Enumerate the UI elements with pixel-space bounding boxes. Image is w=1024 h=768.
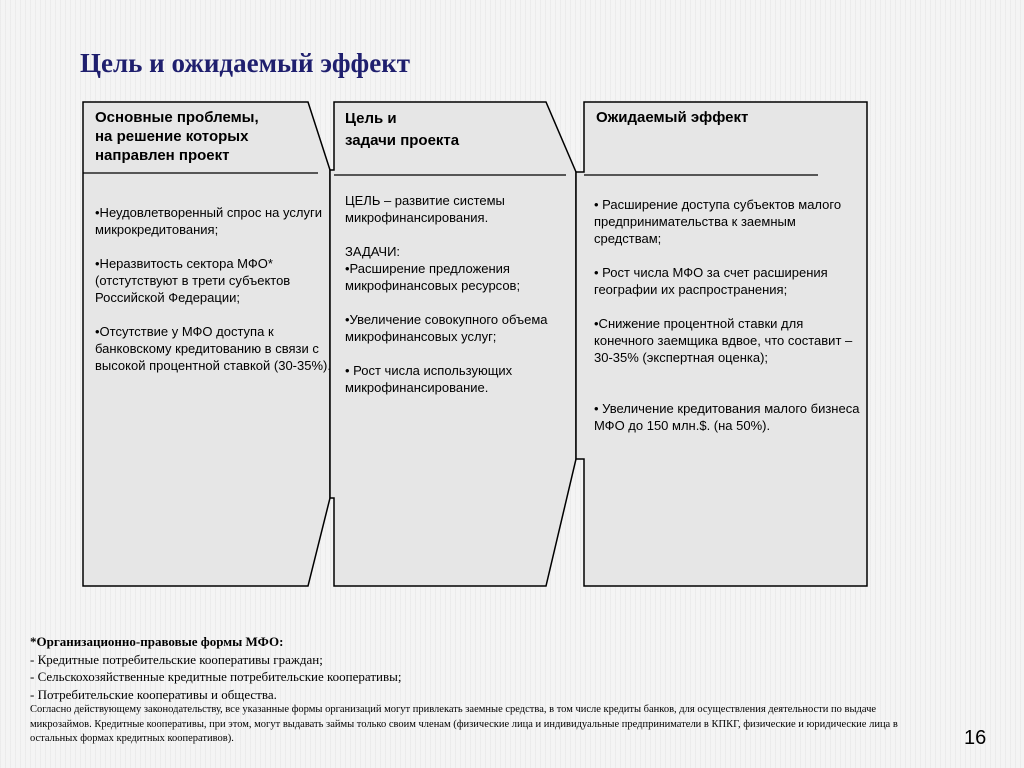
effect-item: • Увеличение кредитования малого бизнеса МФО до 150 млн.$. (на 50%).: [594, 401, 860, 433]
effect-item: • Рост числа МФО за счет расширения географии их распространения;: [594, 265, 828, 297]
effect-heading: Ожидаемый эффект: [596, 109, 749, 126]
footnote-note: Согласно действующему законодательству, все указанные формы организаций могут привлекать заемные средства, в том числе кредиты банков, для осуществления деятельности по выдаче микрозаймов. Кредитные кооперативы, при этом, могут выдавать займы только своим членам (физические лица и индивидуальные предприниматели в КПКГ, физические и юридические лица в остальных формах кредитных кооперативов).: [30, 704, 898, 744]
problems-heading: Основные проблемы, на решение которых направлен проект: [95, 109, 259, 164]
task-item: •Расширение предложения микрофинансовых ресурсов;: [345, 261, 521, 293]
task-item: • Рост числа использующих микрофинансирование.: [345, 363, 513, 395]
tasks-label: ЗАДАЧИ:: [345, 244, 401, 259]
goals-list: [345, 192, 567, 413]
effect-item: •Снижение процентной ставки для конечного заемщика вдвое, что составит – 30-35% (экспертная оценка);: [594, 316, 853, 365]
footnote: [30, 633, 930, 747]
footnote-item: - Потребительские кооперативы и общества.: [30, 686, 277, 702]
footnote-item: - Сельскохозяйственные кредитные потребительские кооперативы;: [30, 669, 402, 684]
footnote-item: - Кредитные потребительские кооперативы граждан;: [30, 651, 323, 667]
problem-item: •Неразвитость сектора МФО* (отстутствуют в трети субъектов Российской Федерации;: [95, 256, 291, 305]
goal-text: ЦЕЛЬ – развитие системы микрофинансирования.: [345, 193, 505, 225]
page-number: 16: [964, 727, 987, 749]
slide-title: Цель и ожидаемый эффект: [80, 48, 411, 78]
problem-item: •Неудовлетворенный спрос на услуги микрокредитования;: [95, 205, 322, 237]
problems-list: [95, 204, 331, 391]
footnote-title: *Организационно-правовые формы МФО:: [30, 634, 284, 649]
task-item: •Увеличение совокупного объема микрофинансовых услуг;: [345, 312, 548, 344]
effect-item: • Расширение доступа субъектов малого предпринимательства к заемным средствам;: [594, 197, 842, 246]
problem-item: •Отсутствие у МФО доступа к банковскому кредитованию в связи с высокой процентной ставкой (30-35%).: [95, 324, 331, 373]
goals-heading: Цель и задачи проекта: [345, 110, 460, 149]
effect-list: [594, 196, 862, 451]
